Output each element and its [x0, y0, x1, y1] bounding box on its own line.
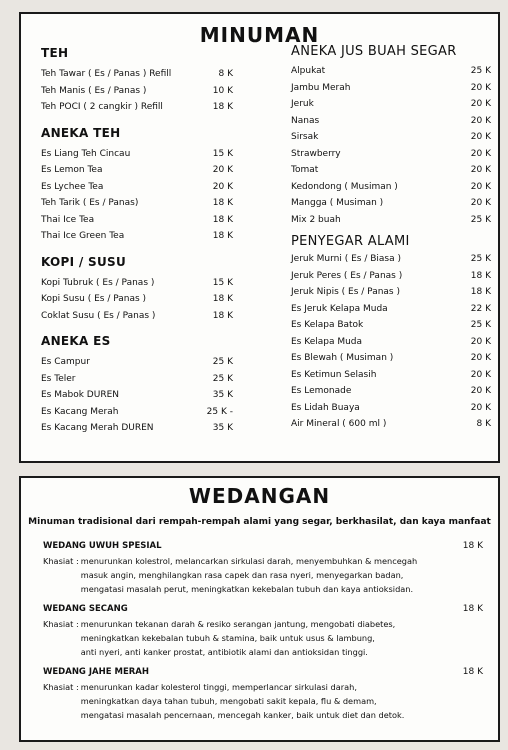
item-name: Thai Ice Green Tea — [41, 231, 125, 241]
khasiat-line: masuk angin, menghilangkan rasa capek dan rasa nyeri, menyegarkan badan, — [80, 570, 404, 580]
item-name: Coklat Susu ( Es / Panas ) — [41, 310, 156, 321]
item-price: 25 K — [212, 373, 233, 384]
menu-item — [291, 268, 491, 285]
item-price: 25 K — [470, 320, 491, 330]
item-name: Alpukat — [291, 66, 326, 76]
item-price: 15 K — [212, 148, 233, 159]
item-name: Kedondong ( Musiman ) — [291, 181, 398, 192]
menu-item — [291, 350, 491, 367]
item-name: Jambu Merah — [291, 82, 351, 93]
item-price: 18 K — [212, 198, 233, 208]
menu-item — [41, 291, 233, 308]
item-name: Es Lidah Buaya — [291, 402, 360, 413]
menu-item — [41, 371, 233, 388]
item-name: Mangga ( Musiman ) — [291, 198, 384, 208]
wedangan-item-name: WEDANG SECANG — [43, 604, 128, 614]
item-price: 25 K — [212, 357, 233, 367]
item-price: 8 K — [476, 419, 491, 429]
menu-item — [291, 284, 491, 301]
item-name: Teh Tarik ( Es / Panas) — [41, 198, 139, 208]
item-name: Es Campur — [41, 357, 90, 367]
item-price: 20 K — [470, 99, 491, 109]
menu-item — [291, 195, 491, 212]
item-price: 25 K — [470, 254, 491, 264]
menu-item — [291, 80, 491, 97]
item-price: 15 K — [212, 277, 233, 288]
item-price: 18 K — [212, 214, 233, 225]
item-name: Es Lychee Tea — [41, 181, 104, 192]
section-title-penyegar-alami: PENYEGAR ALAMI — [291, 234, 410, 249]
item-price: 25 K — [470, 214, 491, 225]
menu-item — [291, 212, 491, 229]
menu-item — [41, 420, 233, 437]
menu-item — [291, 367, 491, 384]
khasiat-label: Khasiat : — [43, 682, 79, 692]
wedangan-title: WEDANGAN — [188, 484, 331, 508]
section-title-teh: TEH — [41, 46, 69, 60]
menu-item — [291, 179, 491, 196]
item-price: 20 K — [212, 181, 233, 192]
khasiat-label: Khasiat : — [43, 556, 79, 566]
khasiat-line: menurunkan kadar kolesterol tinggi, memperlancar sirkulasi darah, — [80, 682, 357, 692]
item-name: Es Kacang Merah DUREN — [41, 423, 154, 433]
item-name: Air Mineral ( 600 ml ) — [291, 419, 387, 429]
section-title-aneka-es: ANEKA ES — [41, 334, 111, 348]
section-title-aneka-jus: ANEKA JUS BUAH SEGAR — [291, 44, 457, 59]
menu-item — [41, 308, 233, 325]
item-name: Strawberry — [291, 148, 341, 159]
item-price: 20 K — [470, 336, 491, 347]
item-name: Jeruk Murni ( Es / Biasa ) — [291, 254, 402, 264]
menu-item — [41, 275, 233, 292]
wedangan-item — [43, 541, 483, 596]
menu-item — [41, 404, 233, 421]
item-price: 20 K — [470, 132, 491, 142]
item-price: 20 K — [470, 353, 491, 363]
item-name: Sirsak — [291, 132, 319, 142]
item-name: Kopi Susu ( Es / Panas ) — [41, 294, 147, 304]
item-name: Teh Tawar ( Es / Panas ) Refill — [41, 69, 172, 79]
menu-item — [41, 83, 233, 100]
menu-item — [291, 251, 491, 268]
item-price: 25 K — [470, 66, 491, 76]
item-name: Es Lemon Tea — [41, 165, 103, 175]
item-name: Es Kelapa Muda — [291, 336, 363, 347]
wedangan-item-price: 18 K — [462, 667, 483, 677]
item-price: 20 K — [470, 148, 491, 159]
item-price: 20 K — [470, 115, 491, 126]
menu-item — [41, 146, 233, 163]
section-title-aneka-teh: ANEKA TEH — [41, 125, 121, 140]
menu-item — [41, 195, 233, 212]
menu-item — [291, 162, 491, 179]
wedangan-card — [19, 476, 500, 742]
item-name: Jeruk Nipis ( Es / Panas ) — [291, 287, 400, 297]
item-price: 22 K — [470, 303, 491, 314]
item-price: 18 K — [470, 287, 491, 297]
menu-item — [41, 387, 233, 404]
wedangan-item-price: 18 K — [462, 604, 483, 614]
item-price: 8 K — [218, 69, 233, 79]
item-price: 35 K — [212, 423, 233, 433]
menu-item — [291, 129, 491, 146]
wedangan-intro: Minuman tradisional dari rempah-rempah alami yang segar, berkhasilat, dan kaya manfaat — [28, 517, 491, 527]
item-price: 20 K — [470, 402, 491, 413]
item-name: Jeruk Peres ( Es / Panas ) — [291, 270, 403, 281]
item-price: 20 K — [212, 165, 233, 175]
item-price: 20 K — [470, 165, 491, 175]
menu-item — [41, 179, 233, 196]
khasiat-line: meningkatkan daya tahan tubuh, mengobati sakit kepala, flu & demam, — [80, 696, 377, 706]
menu-item — [41, 212, 233, 229]
menu-item — [41, 162, 233, 179]
menu-item — [291, 383, 491, 400]
section-title-kopi-susu: KOPI / SUSU — [41, 254, 127, 269]
menu-item — [41, 228, 233, 245]
item-name: Es Blewah ( Musiman ) — [291, 353, 394, 363]
item-price: 18 K — [212, 294, 233, 304]
khasiat-label: Khasiat : — [43, 619, 79, 629]
minuman-left-column — [41, 46, 233, 437]
khasiat-line: anti nyeri, anti kanker prostat, antibiotik alami dan antioksidan tinggi. — [80, 647, 368, 657]
wedangan-item-price: 18 K — [462, 541, 483, 551]
item-price: 20 K — [470, 181, 491, 192]
item-name: Es Jeruk Kelapa Muda — [291, 303, 388, 314]
menu-item — [41, 66, 233, 83]
menu-item — [291, 146, 491, 163]
menu-item — [291, 317, 491, 334]
menu-item — [291, 400, 491, 417]
item-price: 25 K - — [206, 406, 233, 417]
item-price: 18 K — [212, 231, 233, 241]
item-price: 10 K — [212, 85, 233, 96]
minuman-card — [19, 12, 500, 463]
menu-item — [291, 301, 491, 318]
item-name: Es Teler — [41, 373, 76, 384]
menu-item — [291, 334, 491, 351]
item-name: Nanas — [291, 115, 320, 126]
khasiat-line: meningkatkan kekebalan tubuh & stamina, baik untuk usus & lambung, — [80, 633, 375, 643]
item-name: Es Kelapa Batok — [291, 320, 364, 330]
menu-item — [291, 96, 491, 113]
item-name: Es Ketimun Selasih — [291, 369, 377, 380]
wedangan-item — [43, 667, 483, 722]
minuman-right-column — [291, 44, 491, 433]
item-name: Kopi Tubruk ( Es / Panas ) — [41, 277, 155, 288]
khasiat-line: menurunkan tekanan darah & resiko serangan jantung, mengobati diabetes, — [80, 619, 396, 629]
item-price: 18 K — [212, 102, 233, 112]
item-name: Tomat — [291, 165, 319, 175]
item-price: 18 K — [212, 310, 233, 321]
item-name: Teh POCI ( 2 cangkir ) Refill — [41, 102, 163, 112]
item-price: 35 K — [212, 390, 233, 400]
item-price: 20 K — [470, 82, 491, 93]
item-price: 18 K — [470, 270, 491, 281]
menu-item — [291, 63, 491, 80]
item-price: 20 K — [470, 386, 491, 396]
item-name: Mix 2 buah — [291, 214, 341, 225]
item-name: Es Lemonade — [291, 386, 352, 396]
item-name: Teh Manis ( Es / Panas ) — [41, 85, 147, 96]
item-name: Es Mabok DUREN — [41, 390, 119, 400]
item-price: 20 K — [470, 198, 491, 208]
khasiat-line: menurunkan kolestrol, melancarkan sirkulasi darah, menyembuhkan & mencegah — [80, 556, 418, 566]
khasiat-line: mengatasi masalah pencernaan, mencegah kanker, baik untuk diet dan detok. — [80, 710, 405, 720]
menu-item — [291, 416, 491, 433]
wedangan-item-name: WEDANG JAHE MERAH — [43, 667, 149, 677]
menu-item — [291, 113, 491, 130]
item-name: Thai Ice Tea — [41, 214, 95, 225]
khasiat-line: mengatasi masalah perut, meningkatkan kekebalan tubuh dan kaya antioksidan. — [80, 584, 414, 594]
wedangan-item — [43, 604, 483, 659]
item-name: Jeruk — [291, 99, 314, 109]
minuman-title: MINUMAN — [199, 23, 320, 47]
item-name: Es Kacang Merah — [41, 406, 119, 417]
item-name: Es Liang Teh Cincau — [41, 148, 131, 159]
menu-item — [41, 354, 233, 371]
item-price: 20 K — [470, 369, 491, 380]
menu-item — [41, 99, 233, 116]
wedangan-item-name: WEDANG UWUH SPESIAL — [43, 541, 162, 551]
